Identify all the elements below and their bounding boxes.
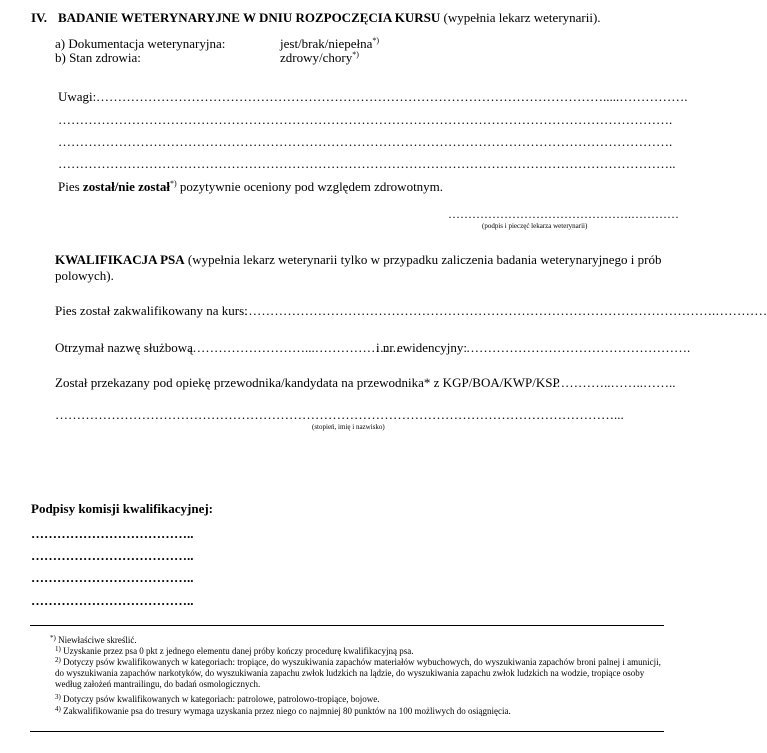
committee-signature-3[interactable]: ……………………………….. <box>31 570 194 585</box>
handed-over-field[interactable]: …………..……..…….. <box>552 375 676 390</box>
section-title-note: (wypełnia lekarz weterynarii). <box>443 10 601 25</box>
item-b-footnote-mark: *) <box>352 50 359 59</box>
assessment-suffix: pozytywnie oceniony pod względem zdrowotnym. <box>176 179 444 194</box>
course-label: Pies został zakwalifikowany na kurs: <box>55 303 248 318</box>
qualification-note: (wypełnia lekarz weterynarii tylko w przypadku zaliczenia badania weterynaryjnego i prób <box>184 252 662 267</box>
footnote-1-mark: 1) <box>55 645 61 653</box>
handed-over-label: Został przekazany pod opiekę przewodnika/kandydata na przewodnika* z KGP/BOA/KWP/KSP <box>55 375 560 390</box>
health-assessment <box>58 179 443 195</box>
footnote-2-mark: 2) <box>55 656 61 664</box>
evidence-number-field[interactable]: ……………………………………………. <box>466 340 691 355</box>
footnote-2 <box>55 657 662 690</box>
uwagi-label: Uwagi: <box>58 89 97 104</box>
footnote-4-mark: 4) <box>55 705 61 713</box>
uwagi-line-3[interactable]: ……………………………………………………………………………………………………………………………. <box>58 134 673 149</box>
qualification-intro-line1 <box>55 252 662 268</box>
footnote-2-text: Dotyczy psów kwalifikowanych w kategoriach: tropiące, do wyszukiwania zapachów materiałów wybuchowych, do wyszukiwania zapachów broni palnej i amunicji, do wyszukiwania zapachów narkotyków, do wyszukiwania zapachu zwłok ludzkich na lądzie, do wyszukiwania zapachu zwłok ludzkich na wodzie, tropiące osoby według założeń mantrailingu, do badań osmologicznych. <box>55 657 661 689</box>
service-name-label: Otrzymał nazwę służbową <box>55 340 193 355</box>
footnote-3 <box>55 694 660 705</box>
footnote-1 <box>55 646 660 657</box>
footnote-3-mark: 3) <box>55 693 61 701</box>
committee-signature-2[interactable]: ……………………………….. <box>31 548 194 563</box>
uwagi-line-1[interactable]: ……………………………………………………………………………………………………….....……………. <box>96 89 688 104</box>
item-a-label: a) Dokumentacja weterynaryjna: <box>55 36 226 51</box>
evidence-number-label: i nr ewidencyjny: <box>376 340 467 355</box>
footnote-1-text: Uzyskanie przez psa 0 pkt z jednego elementu danej próby kończy procedurę kwalifikacyjną psa. <box>60 646 414 656</box>
section-title-text: BADANIE WETERYNARYJNE W DNIU ROZPOCZĘCIA KURSU <box>58 10 441 25</box>
footnote-3-text: Dotyczy psów kwalifikowanych w kategoriach: patrolowe, patrolowo-tropiące, bojowe. <box>60 694 380 704</box>
assessment-footnote-mark: *) <box>169 179 177 188</box>
uwagi-line-4[interactable]: …………………………………………………………………………………………………………………………….. <box>58 156 676 171</box>
handler-person-field[interactable]: …………………………………………………………………………………………………………………... <box>55 407 624 422</box>
footnote-0 <box>50 635 650 646</box>
qualification-intro-line2: polowych). <box>55 268 114 283</box>
service-name-field[interactable]: ………………………...……………….. <box>188 340 400 355</box>
footnote-0-text: Niewłaściwe skreślić. <box>55 635 137 645</box>
vet-signature-caption: (podpis i pieczęć lekarza weterynarii) <box>482 222 588 230</box>
item-b-value-text: zdrowy/chory <box>280 50 353 65</box>
course-field[interactable]: ……………………………………………………………………………………………….………… <box>244 303 767 318</box>
footnote-4 <box>55 706 660 717</box>
handler-person-caption: (stopień, imię i nazwisko) <box>312 423 385 431</box>
assessment-choice: został/nie został <box>82 179 170 194</box>
committee-signature-1[interactable]: ……………………………….. <box>31 526 194 541</box>
footnote-4-text: Zakwalifikowanie psa do tresury wymaga uzyskania przez niego co najmniej 80 punktów na 100 możliwych do osiągnięcia. <box>60 706 511 716</box>
section-number: IV. <box>31 10 48 25</box>
item-a-value-text: jest/brak/niepełna <box>280 36 373 51</box>
committee-signature-4[interactable]: ……………………………….. <box>31 593 194 608</box>
assessment-prefix: Pies <box>58 179 83 194</box>
qualification-heading: KWALIFIKACJA PSA <box>55 252 185 267</box>
vet-signature-line[interactable]: ……………………………………….………… <box>448 207 679 221</box>
item-a-footnote-mark: *) <box>372 36 380 45</box>
footnote-0-mark: *) <box>50 634 56 642</box>
footnotes-top-divider <box>30 625 664 626</box>
uwagi-line-2[interactable]: ……………………………………………………………………………………………………………………………. <box>58 112 673 127</box>
footnotes-bottom-divider <box>30 731 664 732</box>
committee-heading: Podpisy komisji kwalifikacyjnej: <box>31 501 214 516</box>
section-title <box>58 10 601 26</box>
item-b-value <box>280 50 359 66</box>
item-b-label: b) Stan zdrowia: <box>55 50 141 65</box>
